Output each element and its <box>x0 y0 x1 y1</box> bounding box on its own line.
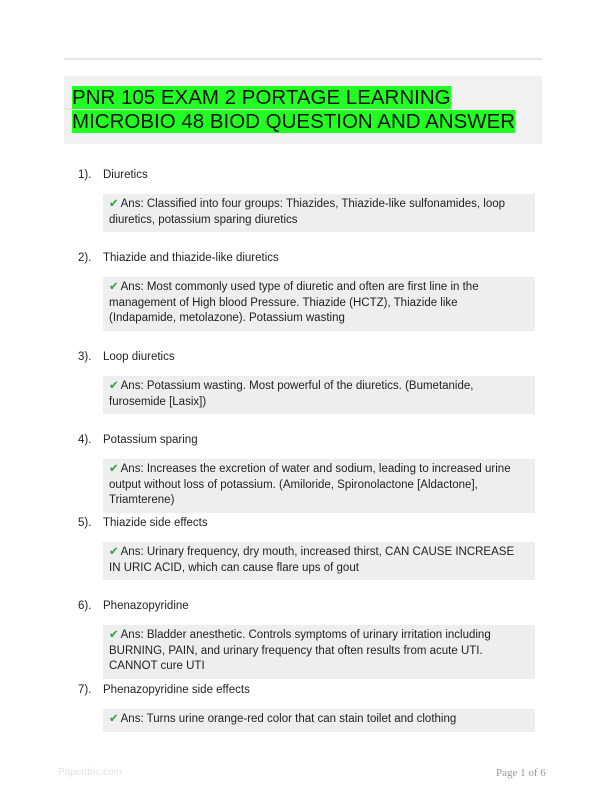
question-number: 4). <box>78 434 92 446</box>
check-icon: ✔ <box>109 629 119 641</box>
answer-box <box>103 277 535 331</box>
check-icon: ✔ <box>109 281 119 293</box>
answer-text: Ans: Turns urine orange-red color that can stain toilet and clothing <box>120 713 457 725</box>
top-divider <box>64 58 542 60</box>
answer-box <box>103 625 535 679</box>
answer-box <box>103 194 535 232</box>
title-line-2: MICROBIO 48 BIOD QUESTION AND ANSWER <box>72 110 516 133</box>
title-box <box>64 76 542 144</box>
answer-text: Ans: Most commonly used type of diuretic and often are first line in the management of High blood Pressure. Thiazide (HCTZ), Thiazide like (Indapamide, metolazone). Potassium wasting <box>109 281 479 324</box>
answer-box <box>103 542 535 580</box>
answer-text: Ans: Classified into four groups: Thiazides, Thiazide-like sulfonamides, loop diuretics, potassium sparing diuretics <box>109 198 506 226</box>
question-number: 1). <box>78 169 92 181</box>
check-icon: ✔ <box>109 463 119 475</box>
check-icon: ✔ <box>109 713 119 725</box>
question-number: 2). <box>78 252 92 264</box>
answer-box <box>103 709 535 732</box>
answer-text: Ans: Potassium wasting. Most powerful of the diuretics. (Bumetanide, furosemide [Lasix]) <box>109 380 474 408</box>
check-icon: ✔ <box>109 380 119 392</box>
question-text: Potassium sparing <box>103 434 198 446</box>
page-indicator: Page 1 of 6 <box>496 767 546 779</box>
answer-text: Ans: Bladder anesthetic. Controls symptoms of urinary irritation including BURNING, PAIN, and urinary frequency that often results from acute UTI. CANNOT cure UTI <box>109 629 491 672</box>
footer-watermark: Papertbic.com <box>58 767 122 778</box>
question-number: 6). <box>78 600 92 612</box>
answer-box <box>103 459 535 513</box>
title-line-1: PNR 105 EXAM 2 PORTAGE LEARNING <box>72 86 451 109</box>
question-text: Phenazopyridine side effects <box>103 684 250 696</box>
question-number: 3). <box>78 351 92 363</box>
question-text: Loop diuretics <box>103 351 175 363</box>
answer-text: Ans: Urinary frequency, dry mouth, increased thirst, CAN CAUSE INCREASE IN URIC ACID, which can cause flare ups of gout <box>109 546 515 574</box>
answer-box <box>103 376 535 414</box>
question-text: Thiazide side effects <box>103 517 208 529</box>
document-title <box>72 86 542 134</box>
question-text: Diuretics <box>103 169 148 181</box>
check-icon: ✔ <box>109 198 119 210</box>
question-number: 7). <box>78 684 92 696</box>
question-text: Phenazopyridine <box>103 600 189 612</box>
question-text: Thiazide and thiazide-like diuretics <box>103 252 279 264</box>
check-icon: ✔ <box>109 546 119 558</box>
question-number: 5). <box>78 517 92 529</box>
answer-text: Ans: Increases the excretion of water and sodium, leading to increased urine output without loss of potassium. (Amiloride, Spironolactone [Aldactone], Triamterene) <box>109 463 511 506</box>
